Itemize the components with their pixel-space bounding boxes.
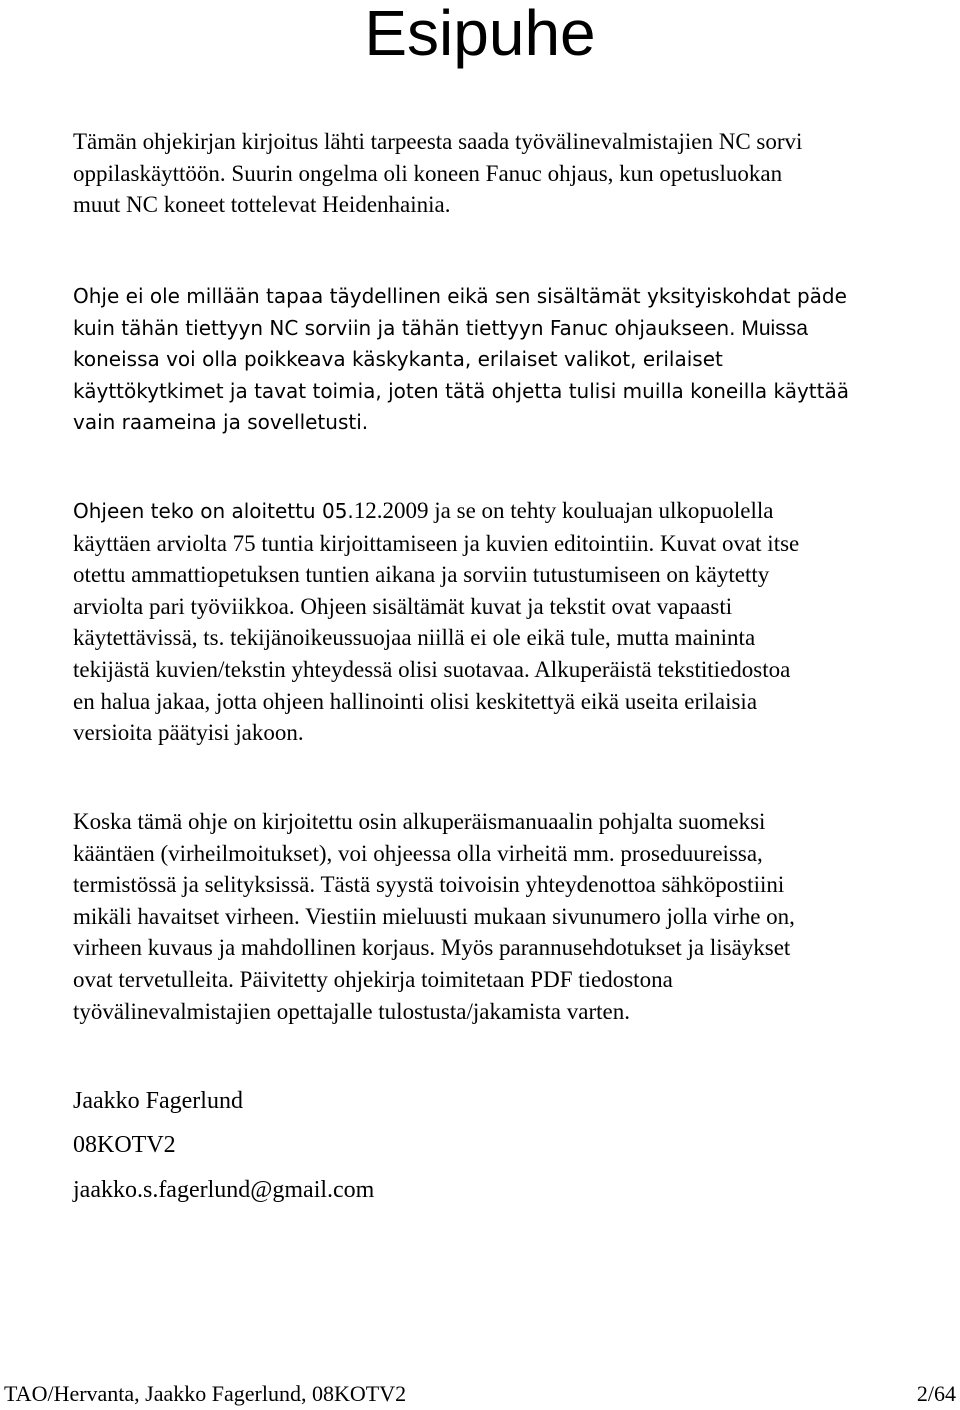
paragraph-line: vain raameina ja sovelletusti.	[73, 410, 369, 435]
errors-paragraph	[73, 806, 943, 1027]
paragraph-line: kääntäen (virheilmoitukset), voi ohjeessa olla virheitä mm. proseduureissa,	[73, 840, 763, 866]
paragraph-line: käyttäen arviolta 75 tuntia kirjoittamiseen ja kuvien editointiin. Kuvat ovat itse	[73, 530, 800, 556]
intro-paragraph	[73, 126, 943, 221]
page-number: 2/64	[916, 1381, 956, 1406]
paragraph-line-part: kuin tähän tiettyyn NC sorviin ja tähän tiettyyn Fanuc ohjaukseen.	[73, 315, 736, 340]
paragraph-line: tekijästä kuvien/tekstin yhteydessä olisi suotavaa. Alkuperäistä tekstitiedostoa	[73, 656, 791, 682]
paragraph-line: arviolta pari työviikkoa. Ohjeen sisältämät kuvat ja tekstit ovat vapaasti	[73, 593, 733, 619]
scope-paragraph	[73, 281, 943, 439]
paragraph-line: ovat tervetulleita. Päivitetty ohjekirja toimitetaan PDF tiedostona	[73, 966, 673, 992]
author-email: jaakko.s.fagerlund@gmail.com	[73, 1177, 375, 1203]
paragraph-line: työvälinevalmistajien opettajalle tulostusta/jakamista varten.	[73, 998, 630, 1024]
paragraph-line: virheen kuvaus ja mahdollinen korjaus. Myös parannusehdotukset ja lisäykset	[73, 935, 791, 961]
page-footer	[4, 1380, 956, 1408]
paragraph-line: käytettävissä, ts. tekijänoikeussuojaa niillä ei ole eikä tule, mutta maininta	[73, 625, 756, 651]
author-name: Jaakko Fagerlund	[73, 1088, 243, 1114]
paragraph-line: Tämän ohjekirjan kirjoitus lähti tarpeesta saada työvälinevalmistajien NC sorvi	[73, 129, 803, 154]
paragraph-line: mikäli havaitset virheen. Viestiin mieluusti mukaan sivunumero jolla virhe on,	[73, 903, 795, 929]
paragraph-line: Ohje ei ole millään tapaa täydellinen eikä sen sisältämät yksityiskohdat päde	[73, 284, 847, 308]
paragraph-line: versioita päätyisi jakoon.	[73, 720, 304, 746]
page-title: Esipuhe	[364, 0, 596, 69]
paragraph-line	[73, 495, 943, 528]
paragraph-line-part: 12.2009 ja se on tehty kouluajan ulkopuolella	[353, 498, 774, 523]
paragraph-line	[73, 313, 943, 345]
paragraph-line: termistössä ja selityksissä. Tästä syystä toivoisin yhteydenottoa sähköpostiini	[73, 872, 785, 898]
paragraph-line-part: Muissa	[735, 316, 808, 340]
footer-label: TAO/Hervanta, Jaakko Fagerlund, 08KOTV2	[4, 1381, 407, 1406]
paragraph-line: käyttökytkimet ja tavat toimia, joten tätä ohjetta tulisi muilla koneilla käyttää	[73, 378, 850, 403]
paragraph-line: oppilaskäyttöön. Suurin ongelma oli koneen Fanuc ohjaus, kun opetusluokan	[73, 160, 783, 186]
paragraph-line: muut NC koneet tottelevat Heidenhainia.	[73, 192, 451, 218]
author-group: 08KOTV2	[73, 1132, 176, 1158]
paragraph-line-part: Ohjeen teko on aloitettu 05.	[73, 499, 354, 523]
paragraph-line: Koska tämä ohje on kirjoitettu osin alkuperäismanuaalin pohjalta suomeksi	[73, 809, 766, 834]
paragraph-line: koneissa voi olla poikkeava käskykanta, erilaiset valikot, erilaiset	[73, 347, 723, 372]
paragraph-line: en halua jakaa, jotta ohjeen hallinointi olisi keskitettyä eikä useita erilaisia	[73, 688, 758, 714]
paragraph-line: otettu ammattiopetuksen tuntien aikana ja sorviin tutustumiseen on käytetty	[73, 562, 770, 588]
history-paragraph	[73, 495, 943, 749]
